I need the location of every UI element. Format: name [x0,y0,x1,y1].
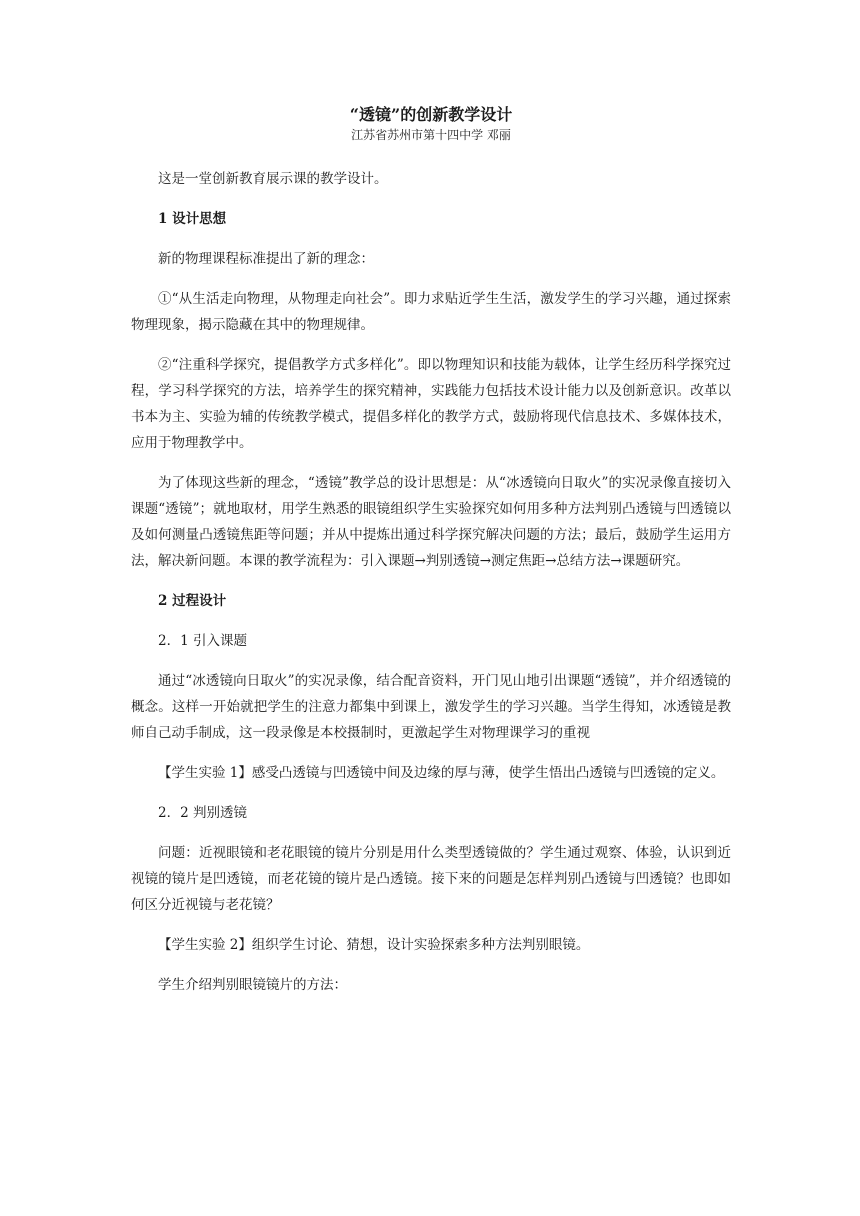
paragraph: 问题：近视眼镜和老花眼镜的镜片分别是用什么类型透镜做的？学生通过观察、体验，认识到近视镜的镜片是凹透镜，而老花镜的镜片是凸透镜。接下来的问题是怎样判别凸透镜与凹透镜？也即如何区分近视镜与老花镜？ [131,845,731,913]
section-heading-design-idea: 1 设计思想 [158,211,227,227]
paragraph: ①“从生活走向物理，从物理走向社会”。即力求贴近学生生活，激发学生的学习兴趣，通过探索物理现象，揭示隐藏在其中的物理规律。 [131,291,731,333]
paragraph: 通过“冰透镜向日取火”的实况录像，结合配音资料，开门见山地引出课题“透镜”，并介绍透镜的概念。这样一开始就把学生的注意力都集中到课上，激发学生的学习兴趣。当学生得知，冰透镜是教师自己动手制成，这一段录像是本校摄制时，更激起学生对物理课学习的重视 [131,673,731,741]
paragraph: 为了体现这些新的理念，“透镜”教学总的设计思想是：从“冰透镜向日取火”的实况录像直接切入课题“透镜”；就地取材，用学生熟悉的眼镜组织学生实验探究如何用多种方法判别凸透镜与凹透镜以及如何测量凸透镜焦距等问题；并从中提炼出通过科学探究解决问题的方法；最后，鼓励学生运用方法，解决新问题。本课的教学流程为：引入课题→判别透镜→测定焦距→总结方法→课题研究。 [131,475,731,569]
document-title: “透镜”的创新教学设计 [349,105,513,124]
intro-paragraph: 这是一堂创新教育展示课的教学设计。 [158,171,388,187]
document-author: 江苏省苏州市第十四中学 邓丽 [351,128,511,142]
subsection-heading-intro-topic: 2．1 引入课题 [158,633,247,649]
paragraph: 新的物理课程标准提出了新的理念： [158,251,374,267]
section-heading-process-design: 2 过程设计 [158,593,227,609]
paragraph: 【学生实验 2】组织学生讨论、猜想，设计实验探索多种方法判别眼镜。 [158,937,590,953]
paragraph: 学生介绍判别眼镜镜片的方法： [158,977,347,993]
document-body [131,104,731,1012]
paragraph: ②“注重科学探究，提倡教学方式多样化”。即以物理知识和技能为载体，让学生经历科学探究过程，学习科学探究的方法，培养学生的探究精神，实践能力包括技术设计能力以及创新意识。改革以书本为主、实验为辅的传统教学模式，提倡多样化的教学方式，鼓励将现代信息技术、多媒体技术，应用于物理教学中。 [131,357,731,451]
paragraph: 【学生实验 1】感受凸透镜与凹透镜中间及边缘的厚与薄，使学生悟出凸透镜与凹透镜的定义。 [158,765,725,781]
subsection-heading-identify-lens: 2．2 判别透镜 [158,805,247,821]
